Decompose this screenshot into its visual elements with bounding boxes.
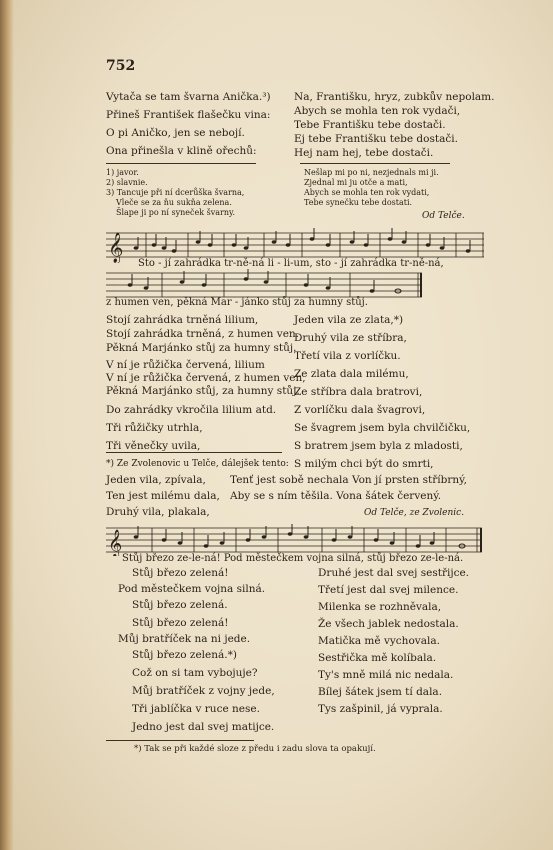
song1-left-line: Tři růžičky utrhla, <box>106 422 203 434</box>
song1-left-line: Pěkná Marjánko stůj za humny stůj. <box>106 342 297 354</box>
footnote-right: Nešlap mi po ni, nezjednals mi ji. <box>304 168 439 177</box>
song2-left-line: Stůj březo zelená! <box>132 567 229 579</box>
top-left-line: Přineš František flašečku vina: <box>106 109 271 121</box>
top-left-line: Vytača se tam švarna Anička.³) <box>106 91 271 103</box>
top-right-line: Ej tebe Františku tebe dostači. <box>294 133 458 145</box>
song1-right-line: Ze stříbra dala bratrovi, <box>294 386 423 398</box>
song1-right-line: S milým chci být do smrti, <box>294 458 434 470</box>
song2-left-line: Můj bratříček na ni jede. <box>118 633 251 645</box>
footnote-left: Vleče se za ňu sukňa zelena. <box>116 198 232 207</box>
song2-left-line: Můj bratříček z vojny jede, <box>132 685 275 697</box>
song2-left-line: Stůj březo zelená.*) <box>132 649 237 661</box>
song1-left-line: Tři věnečky uvila, <box>106 440 201 452</box>
song2-right-line: Milenka se rozhněvala, <box>318 601 442 613</box>
top-right-line: Abych se mohla ten rok vydači, <box>294 105 461 117</box>
footnote-left: 1) javor. <box>106 168 139 177</box>
music-staff-2 <box>106 524 482 556</box>
top-left-line: Ona přinešla v klině ořechů: <box>106 145 257 157</box>
bottom-footnote: *) Tak se při každé sloze z předu i zadu slova ta opakují. <box>134 744 376 754</box>
page-number: 752 <box>106 58 136 74</box>
song2-left-line: Stůj březo zelená. <box>132 599 228 611</box>
song2-right-line: Sestřička mě kolíbala. <box>318 652 437 664</box>
song2-right-line: Ty's mně milá nic nedala. <box>318 669 454 681</box>
song1-right-line: S bratrem jsem byla z mladosti, <box>294 440 463 452</box>
top-right-line: Na, Františku, hryz, zubkův nepolam. <box>294 91 495 103</box>
footnote-left: 3) Tancuje při ní dcerůška švarna, <box>106 188 245 197</box>
song2-left-line: Stůj březo zelená! <box>132 617 229 629</box>
music-lyric-line: z humen ven, pěkná Mar - jánko stůj za humny stůj. <box>106 297 368 308</box>
footnote-rule <box>106 163 256 164</box>
top-right-line: Tebe Františku tebe dostači. <box>294 119 446 131</box>
top-left-line: O pi Aničko, jen se nebojí. <box>106 127 245 139</box>
music-lyric-line: Stůj březo ze-le-ná! Pod městečkem vojna silná, stůj březo ze-le-ná. <box>122 553 464 564</box>
song2-left-line: Pod městečkem vojna silná. <box>118 583 266 595</box>
song1-left-line: Stojí zahrádka trněná, z humen ven. <box>106 328 300 340</box>
song1-left-line: V ní je růžička červená, lilium <box>106 359 265 371</box>
footnote-right: Tebe synečku tebe dostati. <box>304 198 413 207</box>
source-note: Od Telče. <box>422 211 465 221</box>
page-edge-shadow <box>0 0 14 850</box>
star-left-line: Ten jest milému dala, <box>106 490 220 502</box>
song2-right-line: Třetí jest dal svej milence. <box>318 584 459 596</box>
song1-right-line: Ze zlata dala milému, <box>294 368 409 380</box>
footnote-right: Abych se mohla ten rok vydati, <box>304 188 430 197</box>
song1-left-line: V ní je růžička červená, z humen ven, <box>106 372 306 384</box>
song2-left-line: Což on si tam vybojuje? <box>132 667 258 679</box>
song2-left-line: Tři jablíčka v ruce nese. <box>132 703 260 715</box>
footnote-rule <box>300 163 450 164</box>
top-right-line: Hej nam hej, tebe dostači. <box>294 147 434 159</box>
footnote-right: Zjednal mi ju otče a mati, <box>304 178 408 187</box>
music-lyric-line: Sto - jí zahrádka tr-ně-ná li - li-um, sto - jí zahrádka tr-ně-ná, <box>138 258 444 269</box>
divider-rule <box>106 452 282 453</box>
footnote-left: Šlape ji po ní syneček švarny. <box>116 208 236 217</box>
song2-right-line: Tys zašpinil, já vyprala. <box>318 703 443 715</box>
song2-right-line: Druhé jest dal svej sestřijce. <box>318 567 470 579</box>
svg-text:𝄞: 𝄞 <box>108 233 124 263</box>
footnote-star-line: *) Ze Zvolenovic u Telče, dálejšek tento: <box>106 459 289 469</box>
song2-right-line: Bílej šátek jsem tí dala. <box>318 686 443 698</box>
song1-right-line: Z vorlíčku dala švagrovi, <box>294 404 426 416</box>
footnote-rule <box>106 740 254 741</box>
song1-right-line: Druhý vila ze stříbra, <box>294 332 407 344</box>
song1-left-line: Stojí zahrádka trněná lilium, <box>106 314 259 326</box>
song2-left-line: Jedno jest dal svej matijce. <box>132 721 275 733</box>
music-staff-1b <box>106 269 422 299</box>
song1-right-line: Se švagrem jsem byla chvilčičku, <box>294 422 471 434</box>
song1-left-line: Pěkná Marjánko stůj, za humny stůj. <box>106 385 300 397</box>
star-left-line: Druhý vila, plakala, <box>106 506 210 518</box>
song1-left-line: Do zahrádky vkročila lilium atd. <box>106 404 277 416</box>
footnote-left: 2) slavnie. <box>106 178 148 187</box>
song2-right-line: Matička mě vychovala. <box>318 635 440 647</box>
song1-right-line: Třetí vila z vorlíčku. <box>294 350 401 362</box>
svg-text:𝄞: 𝄞 <box>108 529 123 556</box>
song1-right-line: Jeden vila ze zlata,*) <box>294 314 404 326</box>
star-right-line: Aby se s ním těšila. Vona šátek červený. <box>230 490 442 502</box>
source-note: Od Telče, ze Zvolenic. <box>364 508 465 518</box>
star-left-line: Jeden vila, zpívala, <box>106 474 206 486</box>
song2-right-line: Že všech jablek nedostala. <box>318 618 459 630</box>
star-right-line: Tenť jest sobě nechala Von jí prsten stříbrný, <box>230 474 467 486</box>
